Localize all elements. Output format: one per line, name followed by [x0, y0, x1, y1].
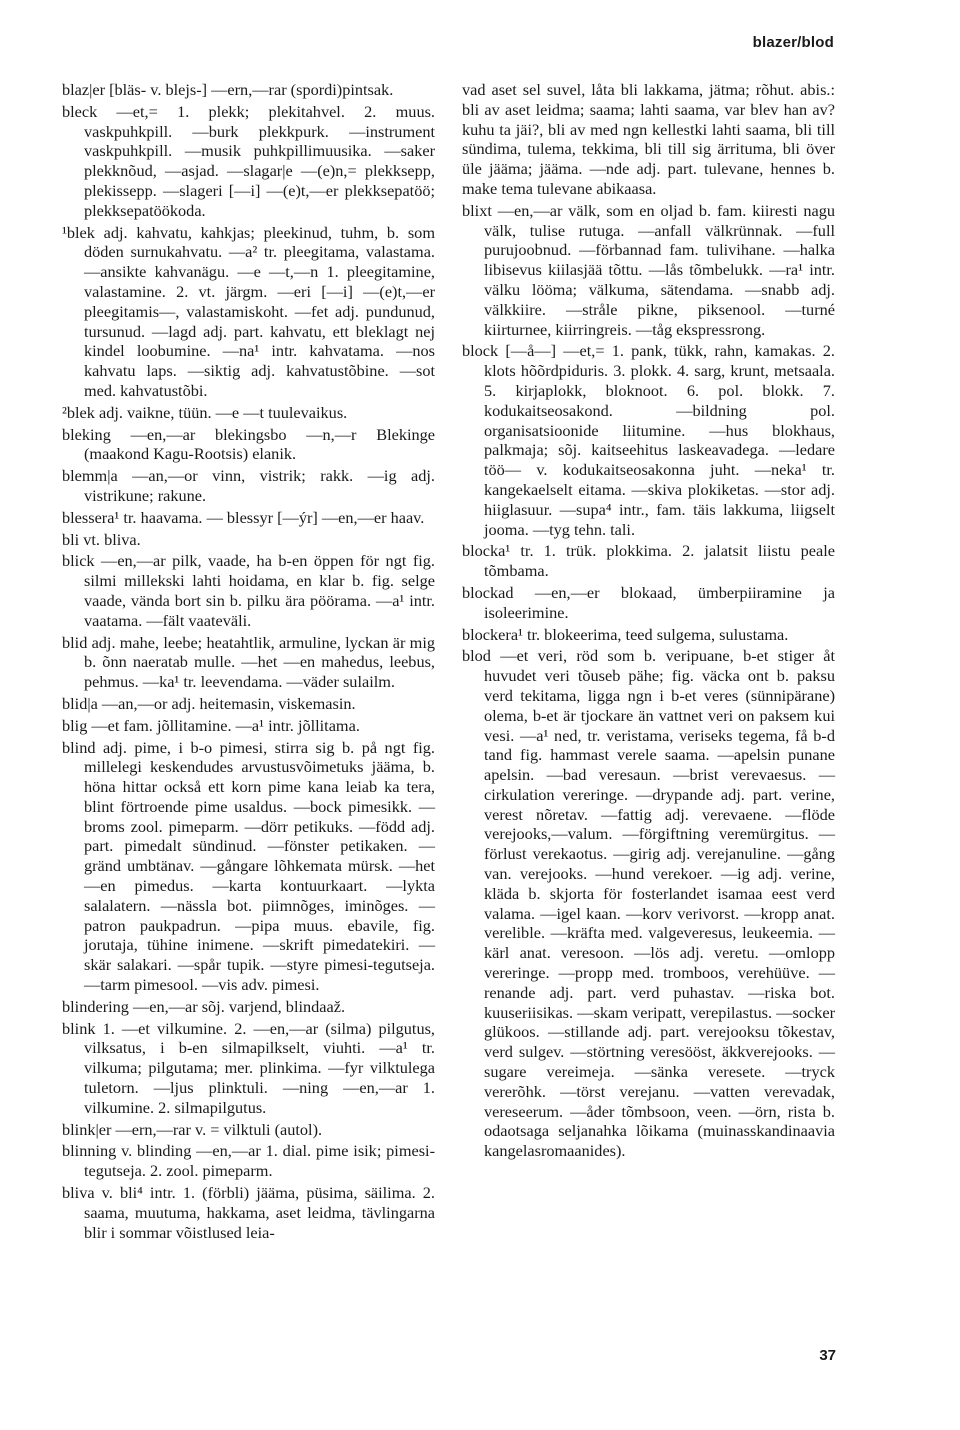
page-number: 37 — [819, 1347, 836, 1364]
entry-blazer: blaz|er [bläs- v. blejs-] —ern,—rar (spordi)pintsak. — [62, 80, 394, 99]
entry-blid: blid adj. mahe, leebe; heatahtlik, armuline, lyckan är mig b. õnn naeratab mulle. —het —en mahedus, leebus, pehmus. —ka¹ tr. leevendama. —väder sulailm. — [62, 632, 435, 692]
entry-bli: bli vt. bliva. — [62, 529, 141, 549]
entry-blinker: blink|er —ern,—rar v. = vilktuli (autol). — [62, 1119, 323, 1139]
entry-blod: blod —et veri, röd som b. veripuane, b-et stiger åt huvudet veri tõuseb pähe; fig. väcka ont b. paksu verd tekitama, ligga ngn i b-et veres (sünnipärane) olema, b-et är tjockare än vattnet veri on paksem kui vesi. —a¹ ned, tr. veristama, veriseks tegema, få b-d tand fig. hammast verele saama. —apelsin punane apelsin. —bad veresaun. —brist verevaesus. —cirkulation vereringe. —drypande adj. part. verine, verest nõretav. —fattig adj. verevaene. —flöde verejooks,—valum. —förgiftning veremürgitus. —förlust verekaotus. —girig adj. verejanuline. —gång van. verejooks. —hund verekoer. —ig adj. verine, kläda b. skjorta för fosterlandet isamaa eest verd valama. —igel kaan. —korv verivorst. —kropp anat. verelible. —kräfta med. valgeveresus, leukeemia. —kärl anat. veresoon. —lös adj. veretu. —omlopp vereringe. —propp med. tromboos, verehüüve. —renande adj. part. verd puhastav. —riska bot. kuuseriisikas. —skam veripatt, verepilastus. —socker glükoos. —stillande adj. part. verejooksu tõkestav, verd sulgev. —störtning veresööst, äkkverejooks. —sugare vereimeja. —sänka veresete. —tryck vererõhk. —törst verejanu. —vatten verevadak, vereseerum. —åder tõmbsoon, veen. —örn, rista b. odaotsaga seljanahka lõikama (muinasskandinaavia kangelasromaanides). — [462, 646, 835, 1161]
entry-blessera: blessera¹ tr. haavama. — blessyr [—ýr] —en,—er haav. — [62, 507, 425, 527]
entry-blixt: blixt —en,—ar välk, som en oljad b. fam. kiiresti nagu välk, tulise rutuga. —anfall välkrünnak. —full purujoobnud. —förbannad fam. tulivihane. —halka libisevus kiilasjää tõttu. —lås tõmbelukk. —ra¹ intr. välku lööma; välkuma, sätendama. —snabb adj. välkkiire. —stråle pikne, piksenool. —turné kiirturnee, kiirringreis. —tåg ekspressrong. — [462, 200, 835, 339]
entry-blemma: blemm|a —an,—or vinn, vistrik; rakk. —ig adj. vistrikune; rakune. — [62, 466, 435, 505]
entry-blockad: blockad —en,—er blokaad, ümberpiiramine ja isoleerimine. — [462, 582, 835, 622]
entry-blinning: blinning v. blinding —en,—ar 1. dial. pime isik; pimesi-tegutseja. 2. zool. pimeparm. — [62, 1141, 435, 1181]
entry-block: block [—å—] —et,= 1. pank, tükk, rahn, kamakas. 2. klots hõõrdpiduris. 3. plokk. 4. sarg, krunt, metsaala. 5. kirjaplokk, bloknoot. 6. pol. blokk. 7. kodukaitseosakond. —bildning pol. organisatsioonide liitumine. —hus blokhaus, palkmaja; sõj. kaitseehitus laskeavadega. —ledare töö— v. kodukaitseosakonna juht. —neka¹ tr. kangekaelselt eitama. —skiva plokiketas. —stor adj. hiiglasuur. —supa⁴ intr., fam. täis lakkuma, liigselt jooma. —tyg tehn. tali. — [462, 341, 835, 539]
entry-blind: blind adj. pime, i b-o pimesi, stirra sig b. på ngt fig. millelegi keskendudes arvustusvõimetuks jääma, b. höna hittar också ett korn pime kana leiab ka tera, blint förtroende pime usaldus. —bock pimesikk. —broms zool. pimeparm. —dörr petikuks. —född adj. part. pimedalt sündinud. —fönster petikaken. —gränd umbtänav. —gångare lõhkemata mürsk. —het —en pimedus. —karta kontuurkaart. —lykta salalatern. —nässla bot. piimnõges, iminõges. —patron paukpadrun. —pipa muus. ebavile, fig. jorutaja, tühine inimene. —skrift pimedatekiri. —skär salakari. —spår tupik. —styre pimesi-tegutseja. —tarm pimesool. —vis adv. pimesi. — [62, 737, 435, 995]
entry-blink: blink 1. —et vilkumine. 2. —en,—ar (silma) pilgutus, vilksatus, i b-en silmapilkselt, viuhti. —a¹ tr. vilkuma; pilgutama; mer. plinkima. —fyr vilktulega tuletorn. —ljus plinktuli. —ning —en,—ar 1. vilkumine. 2. silmapilgutus. — [62, 1018, 435, 1117]
entry-blida: blid|a —an,—or adj. heitemasin, viskemasin. — [62, 693, 356, 713]
entry-blocka: blocka¹ tr. 1. trük. plokkima. 2. jalatsit liistu peale tõmbama. — [462, 541, 835, 581]
entry-blick: blick —en,—ar pilk, vaade, ha b-en öppen för ngt fig. silmi millekski lahti hoidama, en klar b. fig. selge vaade, vända bort sin b. pilku ära pöörama. —a¹ intr. vaatama. —fält vaateväli. — [62, 551, 435, 630]
entry-blindering: blindering —en,—ar sõj. varjend, blindaaž. — [62, 996, 346, 1016]
left-column — [62, 80, 435, 1244]
running-head: blazer/blod — [752, 34, 834, 51]
entry-blockera: blockera¹ tr. blokeerima, teed sulgema, sulustama. — [462, 624, 789, 644]
entry-bleking: bleking —en,—ar blekingsbo —n,—r Blekinge (maakond Kagu-Rootsis) elanik. — [62, 424, 435, 464]
entry-blek-2: ²blek adj. vaikne, tüün. —e —t tuulevaikus. — [62, 402, 348, 422]
entry-blig: blig —et fam. jõllitamine. —a¹ intr. jõllitama. — [62, 715, 360, 735]
entry-bliva: bliva v. bli⁴ intr. 1. (förbli) jääma, püsima, säilima. 2. saama, muutuma, hakkama, aset leidma, tävlingarna blir i sommar võistlused leia- — [62, 1183, 435, 1242]
right-column — [462, 80, 835, 1163]
entry-blek-1: ¹blek adj. kahvatu, kahkjas; pleekinud, tuhm, b. som döden surnukahvatu. —a² tr. pleegitama, valastama. —ansikte kahvanägu. —e —t,—n 1. pleegitamine, valastamine. 2. vt. järgm. —eri [—i] —(e)t,—er pleegitamis—, valastamiskoht. —fet adj. pundunud, tursunud. —lagd adj. part. kahvatu, ett bleklagt nej kindel loobumine. —na¹ intr. kahvatama. —nos kahvatu laps. —siktig adj. kahvatustõbine. —sot med. kahvatustõbi. — [62, 222, 435, 400]
entry-bliva-continued: vad aset sel suvel, låta bli lakkama, jätma; rõhut. abis.: bli av aset leidma; saama; lahti saama, var blev han av? kuhu ta jäi?, bli av med ngn kellestki lahti saama, bli till sündima, tulema, tekkima, bli till sig ärrituma, bli över üle jääma; jääma. —nde adj. part. tulevane, hennes b. make tema tulevane abikaasa. — [462, 80, 835, 198]
entry-bleck: bleck —et,= 1. plekk; plekitahvel. 2. muus. vaskpuhkpill. —burk plekkpurk. —instrument vaskpuhkpill. —musik puhkpillimuusika. —saker plekknõud, —asjad. —slagar|e —(e)n,= plekksepp, plekissepp. —slageri [—i] —(e)t,—er plekksepatöö; plekksepatöökoda. — [62, 101, 435, 220]
